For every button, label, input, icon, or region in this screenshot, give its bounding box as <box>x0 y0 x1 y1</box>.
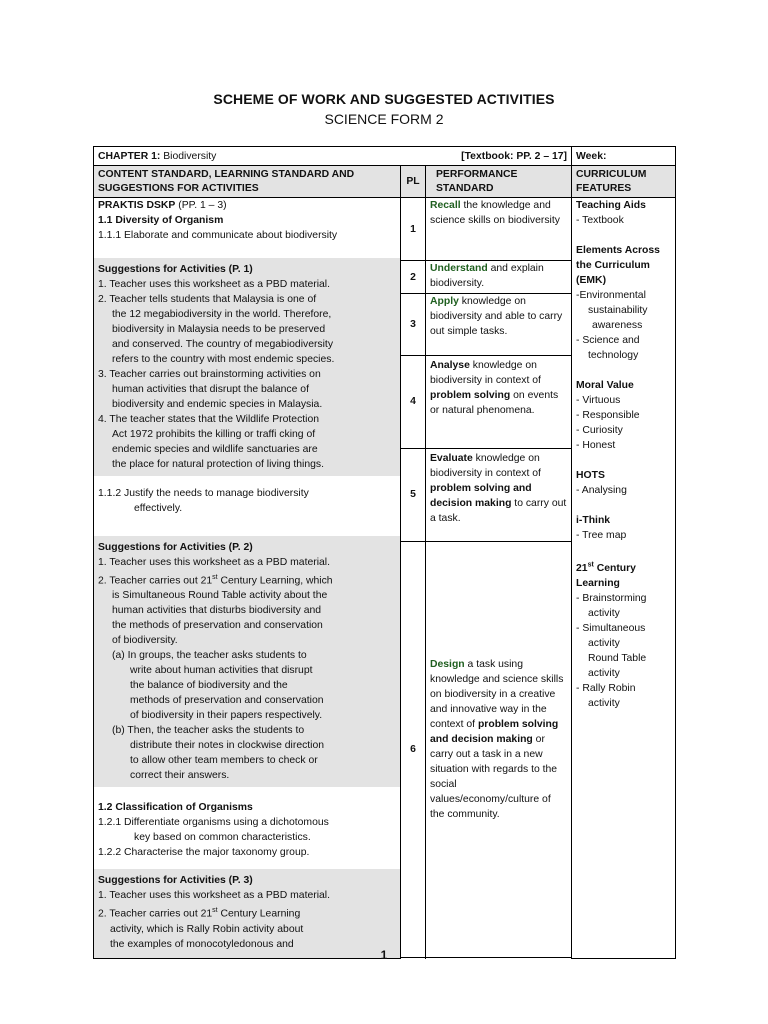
document-subtitle: SCIENCE FORM 2 <box>324 111 444 127</box>
praktis-label: PRAKTIS DSKP <box>98 200 176 211</box>
pl-2: 2 <box>401 261 426 293</box>
performance-3: Apply knowledge on biodiversity and able to carry out simple tasks. <box>426 293 572 355</box>
suggestions-p1: Suggestions for Activities (P. 1) 1. Teacher uses this worksheet as a PBD material. 2. Teacher tells students that Malaysia is one of the 12 megabiodiversity in the world. Therefore, biodiversity in Malaysia needs to be preserved and conserved. The country of megabiodiversity refers to the country with most endemic species. 3. Teacher carries out brainstorming activities on human activities that disrupt the balance of biodiversity and endemic species in Malaysia. 4. The teacher states that the Wildlife Protection Act 1972 prohibits the killing or traffi cking of endemic species and wildlife sanctuaries are the place for natural protection of living things. <box>94 258 400 476</box>
pl-5: 5 <box>401 448 426 542</box>
performance-1: Recall the knowledge and science skills on biodiversity <box>426 198 572 261</box>
pl-1: 1 <box>401 198 426 261</box>
textbook-ref: [Textbook: PP. 2 – 17] <box>461 151 568 162</box>
chapter-name: Biodiversity <box>163 151 217 162</box>
suggestions-p3: Suggestions for Activities (P. 3) 1. Teacher uses this worksheet as a PBD material. 2. Teacher carries out 21st Century Learning activity, which is Rally Robin activity about the examples of monocotyledonous and <box>94 869 400 957</box>
suggestions-p2: Suggestions for Activities (P. 2) 1. Teacher uses this worksheet as a PBD material. 2. Teacher carries out 21st Century Learning, which is Simultaneous Round Table activity about the human activities that disturbs biodiversity and the methods of preservation and conservation of biodiversity. (a) In groups, the teacher asks students to write about human activities that disrupt the balance of biodiversity and the methods of preservation and conservation of biodiversity in their papers respectively. (b) Then, the teacher asks the students to distribute their notes in clockwise direction to allow other team members to check or correct their answers. <box>94 536 400 787</box>
page-number: 1 <box>380 948 388 962</box>
section-1-1: 1.1 Diversity of Organism <box>98 215 224 226</box>
scheme-of-work-table <box>93 146 676 959</box>
pl-header: PL <box>401 166 426 198</box>
performance-6: Design a task using knowledge and science skills on biodiversity in a creative and innovative way in the context of problem solving and decision making or carry out a task in a new situation with regards to the social values/economy/culture of the community. <box>426 542 572 958</box>
week-cell: Week: <box>572 147 676 166</box>
learning-standard-1-2-2: 1.2.2 Characterise the major taxonomy group. <box>98 847 310 859</box>
content-column: PRAKTIS DSKP (PP. 1 – 3) 1.1 Diversity of Organism 1.1.1 Elaborate and communicate about biodiversity Suggestions for Activities (P. 1) 1. Teacher uses this worksheet as a PBD material. 2. Teacher tells students that Malaysia is one of the 12 megabiodiversity in the world. Therefore, biodiversity in Malaysia needs to be preserved and conserved. The country of megabiodiversity refers to the country with most endemic species. 3. Teacher carries out brainstorming activities on human activities that disrupt the balance of biodiversity and endemic species in Malaysia. 4. The teacher states that the Wildlife Protection Act 1972 prohibits the killing or traffi cking of endemic species and wildlife sanctuaries are the place for natural protection of living things. 1.1.2 Justify the needs to manage biodiversity effectively. Suggestions for Activities (P. 2) 1. Teacher uses this worksheet as a PBD material. 2. Teacher carries out 21st Century Learning, which is Simultaneous Round Table activity about the human activities that disturbs biodiversity and the methods of preservation and conservation of biodiversity. (a) In groups, the teacher asks students to write about human activities that disrupt the balance of biodiversity and the methods of preservation and conservation of biodiversity in their papers respectively. (b) Then, the teacher asks the students to distribute their notes in clockwise direction to allow other team members to check or correct their answers. 1.2 Classification of Organisms 1.2.1 Differentiate organisms using a dichotomous key based on common characteristics. 1.2.2 Characterise the major taxonomy group. Suggestions for Activities (P. 3) 1. Teacher uses this worksheet as a PBD material. 2. Teacher carries out 21st Century Learning activity, which is Rally Robin activity about the examples of monocotyledonous and <box>94 198 401 959</box>
learning-standard-1-1-1: 1.1.1 Elaborate and communicate about biodiversity <box>98 230 338 241</box>
chapter-row <box>94 147 572 166</box>
pl-6: 6 <box>401 542 426 958</box>
curriculum-column: Teaching Aids - Textbook Elements Across the Curriculum (EMK) -Environmental sustainability awareness - Science and technology Moral Value - Virtuous - Responsible - Curiosity - Honest HOTS - Analysing i-Think - Tree map 21st Century Learning - Brainstorming activity - Simultaneous activity Round Table activity - Rally Robin activity <box>572 198 676 959</box>
performance-header: PERFORMANCE STANDARD <box>426 166 572 198</box>
document-title: SCHEME OF WORK AND SUGGESTED ACTIVITIES <box>213 91 555 107</box>
learning-standard-1-1-2: 1.1.2 Justify the needs to manage biodiversity <box>98 488 309 499</box>
content-header: CONTENT STANDARD, LEARNING STANDARD AND SUGGESTIONS FOR ACTIVITIES <box>94 166 401 198</box>
section-1-2: 1.2 Classification of Organisms <box>98 802 253 814</box>
performance-2: Understand and explain biodiversity. <box>426 261 572 293</box>
chapter-label: CHAPTER 1: <box>98 151 161 162</box>
pl-3: 3 <box>401 293 426 355</box>
learning-standard-1-2-1: 1.2.1 Differentiate organisms using a dichotomous <box>98 817 329 829</box>
performance-5: Evaluate knowledge on biodiversity in context of problem solving and decision making to carry out a task. <box>426 448 572 542</box>
curriculum-header: CURRICULUM FEATURES <box>572 166 676 198</box>
performance-4: Analyse knowledge on biodiversity in context of problem solving on events or natural phenomena. <box>426 355 572 448</box>
pl-4: 4 <box>401 355 426 448</box>
